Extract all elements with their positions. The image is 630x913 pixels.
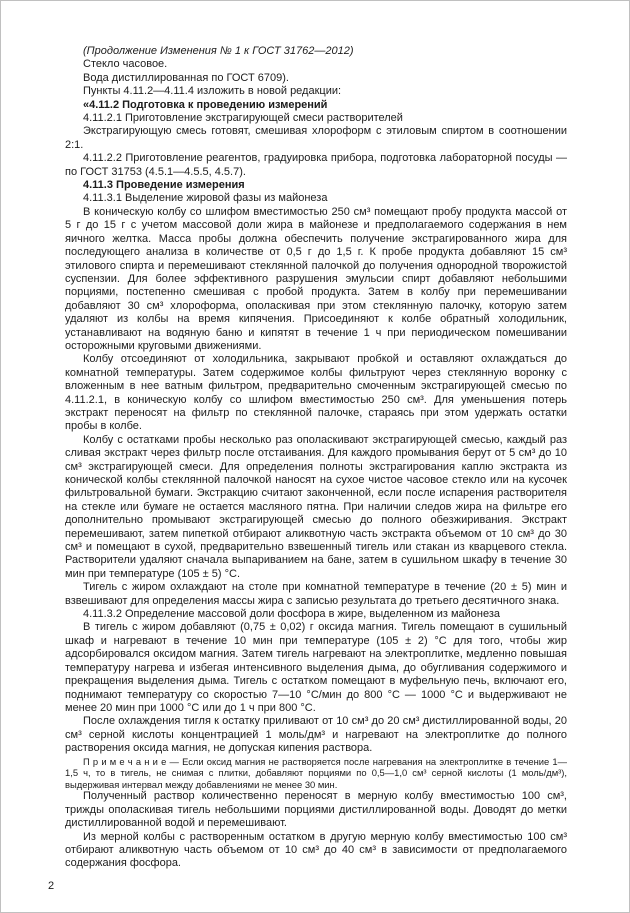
header-note: (Продолжение Изменения № 1 к ГОСТ 31762—2012) — [83, 45, 354, 57]
subsection-heading: 4.11.3.2 Определение массовой доли фосфора в жире, выделенном из майонеза — [83, 608, 500, 621]
paragraph: Стекло часовое. — [83, 58, 168, 71]
paragraph: Тигель с жиром охлаждают на столе при комнатной температуре в течение (20 ± 5) мин и взвешивают для определения массы жира с записью результата до третьего десятичного знака. — [65, 581, 567, 607]
paragraph: Полученный раствор количественно переносят в мерную колбу вместимостью 100 см³, трижды ополаскивая тигель небольшими порциями дистиллированной воды. Доводят до метки дистиллированной водой и перемешивают. — [65, 790, 567, 830]
subsection-heading: 4.11.3.1 Выделение жировой фазы из майонеза — [83, 192, 328, 205]
paragraph: Колбу с остатками пробы несколько раз ополаскивают экстрагирующей смесью, каждый раз сливая экстракт через фильтр после отстаивания. Для каждого промывания берут от 5 см³ до 10 см³ экстрагирующей смеси. Для определения полноты экстрагирования каплю экстракта из конической колбы стеклянной палочкой наносят на сухое чистое часовое стекло или на кусочек фильтровальной бумаги. Экстракцию считают законченной, если после испарения растворителя на стекле или бумаге не остается масляного пятна. При наличии следов жира на фильтре его дополнительно промывают экстрагирующей смесью до полного обезжиривания. Экстракт перемешивают, затем пипеткой отбирают аликвотную часть экстракта объемом от 10 см³ до 30 см³ и помещают в сухой, предварительно взвешенный тигель или стакан из кварцевого стекла. Растворители удаляют сначала выпариванием на бане, затем в сушильном шкафу в течение 30 мин при температуре (105 ± 5) °С. — [65, 433, 567, 580]
section-heading: 4.11.3 Проведение измерения — [83, 179, 245, 192]
paragraph: 4.11.2.2 Приготовление реагентов, градуировка прибора, подготовка лабораторной посуды — по ГОСТ 31753 (4.5.1—4.5.5, 4.5.7). — [65, 152, 567, 178]
paragraph: Вода дистиллированная по ГОСТ 6709). — [83, 71, 289, 84]
paragraph: В тигель с жиром добавляют (0,75 ± 0,02) г оксида магния. Тигель помещают в сушильный шкаф и нагревают в течение 10 мин при температуре (105 ± 2) °С для того, чтобы жир адсорбировался оксидом магния. Затем тигель нагревают на электроплитке, медленно повышая температуру нагрева и избегая интенсивного выделения дыма, до обугливания содержимого и прекращения выделения дыма. Тигель с остатком помещают в муфельную печь, включают его, поднимают температуру со скоростью 7—10 °С/мин до 800 °С — 1000 °С и выдерживают не менее 20 мин при 1000 °С или до 1 ч при 800 °С. — [65, 621, 567, 714]
page-number: 2 — [48, 880, 55, 892]
paragraph: Пункты 4.11.2—4.11.4 изложить в новой редакции: — [83, 85, 342, 98]
document-content — [65, 45, 567, 871]
note-paragraph: П р и м е ч а н и е — Если оксид магния не растворяется после нагревания на электроплитке в течение 1—1,5 ч, то в тигель, не снимая с плитки, добавляют порциями по 0,5—1,0 см³ серной кислоты (1 моль/дм³), выдерживая интервал между добавлениями не менее 30 мин. — [65, 755, 567, 790]
paragraph: После охлаждения тигля к остатку приливают от 10 см³ до 20 см³ дистиллированной воды, 20 см³ серной кислоты концентрацией 1 моль/дм³ и нагревают на электроплитке до полного растворения оксида магния, не допуская кипения раствора. — [65, 715, 567, 755]
paragraph: Экстрагирующую смесь готовят, смешивая хлороформ с этиловым спиртом в соотношении 2:1. — [65, 125, 567, 151]
subsection-heading: 4.11.2.1 Приготовление экстрагирующей смеси растворителей — [83, 112, 403, 125]
paragraph: В коническую колбу со шлифом вместимостью 250 см³ помещают пробу продукта массой от 5 г до 15 г с учетом массовой доли жира в майонезе и предполагаемого содержания в нем яичного желтка. Масса пробы должна обеспечить получение экстрагированного жира для последующего анализа в количестве от 0,5 г до 1,5 г. К пробе продукта добавляют 15 см³ этилового спирта и перемешивают стеклянной палочкой до получения однородной творожистой суспензии. Для более эффективного разрушения эмульсии спирт добавляют небольшими порциями, постепенно смешивая с пробой продукта. Затем в колбу при перемешивании добавляют 30 см³ хлороформа, ополаскивая при этом стеклянную палочку, которую затем удаляют из колбы на время кипячения. Присоединяют к колбе обратный холодильник, устанавливают на водяную баню и кипятят в течение 1 ч при периодическом помешивании осторожными круговыми движениями. — [65, 205, 567, 352]
section-heading: «4.11.2 Подготовка к проведению измерений — [83, 98, 328, 111]
paragraph: Колбу отсоединяют от холодильника, закрывают пробкой и оставляют охлаждаться до комнатной температуры. Затем содержимое колбы фильтруют через стеклянную воронку с вложенным в нее ватным фильтром, предварительно смоченным экстрагирующей смесью по 4.11.2.1, в коническую колбу со шлифом вместимостью 250 см³. Для уменьшения потерь экстракт переносят на фильтр по стеклянной палочке, стараясь при этом удержать остатки пробы в колбе. — [65, 353, 567, 433]
paragraph: Из мерной колбы с растворенным остатком в другую мерную колбу вместимостью 100 см³ отбирают аликвотную часть объемом от 10 см³ до 40 см³ в зависимости от предполагаемого содержания фосфора. — [65, 830, 567, 870]
